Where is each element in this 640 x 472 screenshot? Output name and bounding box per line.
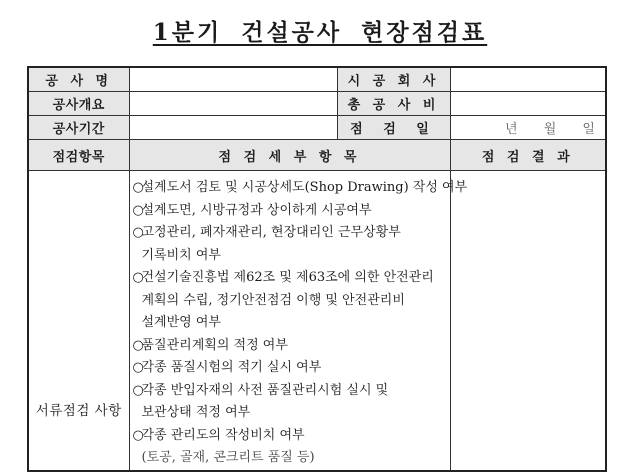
label-total-cost: 총 공 사 비: [337, 92, 450, 116]
section-detail-cell: [129, 171, 468, 471]
bullet-circle-icon: ○: [132, 382, 144, 398]
check-item-line: [133, 447, 448, 470]
check-item-text: 건설기술진흥법 제62조 및 제63조에 의한 안전관리: [141, 270, 434, 285]
check-item-line: [133, 267, 448, 290]
info-row-overview: [28, 92, 606, 116]
bullet-circle-icon: ○: [132, 180, 144, 195]
bullet-circle-icon: ○: [132, 360, 144, 375]
check-item-line: [133, 425, 448, 448]
bullet-circle-icon: ○: [132, 225, 144, 240]
check-item-text: 품질관리계획의 적정 여부: [141, 337, 288, 353]
check-item-text: 각종 품질시험의 적기 실시 여부: [141, 360, 322, 375]
check-item-text: 설계도서 검토 및 시공상세도(Shop Drawing) 작성 여부: [141, 180, 468, 195]
bullet-circle-icon: ○: [132, 427, 144, 443]
check-item-text: 고정관리, 폐자재관리, 현장대리인 근무상황부: [141, 225, 401, 240]
check-item-text: 설계도면, 시방규정과 상이하게 시공여부: [141, 202, 372, 218]
document-title: [0, 14, 640, 47]
check-item-text: 설계반영 여부: [141, 315, 221, 330]
bullet-circle-icon: ○: [132, 270, 144, 285]
field-total-cost[interactable]: [450, 92, 606, 116]
check-item-line: [133, 245, 448, 268]
field-project-overview[interactable]: [129, 92, 337, 116]
field-inspection-date[interactable]: 년 월 일: [450, 116, 606, 140]
header-check-detail: 점 검 세 부 항 목: [129, 140, 450, 171]
check-item-line: [133, 380, 448, 403]
label-project-overview: 공사개요: [28, 92, 129, 116]
field-contractor[interactable]: [450, 67, 606, 92]
check-item-line: [133, 200, 448, 223]
check-table-header: [28, 140, 606, 171]
check-item-line: [133, 357, 448, 380]
check-item-line: [133, 312, 448, 335]
section-label-text: 서류점검 사항: [35, 403, 122, 419]
header-check-item: 점검항목: [28, 140, 129, 171]
check-item-text: 보관상태 적정 여부: [141, 405, 251, 420]
label-project-period: 공사기간: [28, 116, 129, 140]
document-title-text: 1분기 건설공사 현장점검표: [152, 19, 488, 46]
info-row-period: [28, 116, 606, 140]
check-item-text: 각종 관리도의 작성비치 여부: [141, 427, 305, 443]
label-inspection-date: 점 검 일: [337, 116, 450, 140]
check-item-text: 각종 반입자재의 사전 품질관리시험 실시 및: [141, 382, 389, 398]
check-item-line: [133, 402, 448, 425]
header-check-result: 점 검 결 과: [450, 140, 606, 171]
label-project-name: 공 사 명: [28, 67, 129, 92]
check-item-text: 기록비치 여부: [141, 247, 221, 263]
info-row-project-name: [28, 67, 606, 92]
check-item-text: 계획의 수립, 정기안전점검 이행 및 안전관리비: [141, 292, 405, 308]
check-item-line: [133, 290, 448, 313]
bullet-circle-icon: ○: [132, 337, 144, 353]
check-item-list: [130, 171, 468, 470]
check-item-line: [133, 335, 448, 358]
section-label-documents: [28, 171, 129, 471]
check-item-line: [133, 222, 448, 245]
bullet-circle-icon: ○: [132, 202, 144, 218]
field-section-result[interactable]: [450, 171, 606, 471]
field-project-period[interactable]: [129, 116, 337, 140]
inspection-table: [27, 66, 607, 472]
check-item-text: (토공, 골재, 콘크리트 품질 등): [141, 450, 315, 465]
label-contractor: 시 공 회 사: [337, 67, 450, 92]
check-item-line: [132, 177, 468, 200]
check-section-documents: [28, 171, 606, 471]
field-project-name[interactable]: [129, 67, 337, 92]
